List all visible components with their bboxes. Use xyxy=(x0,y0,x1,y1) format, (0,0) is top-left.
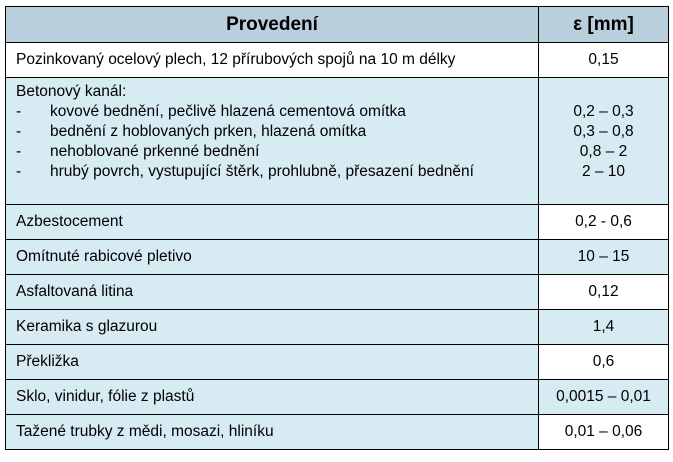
roughness-table xyxy=(5,6,669,450)
row-description: Omítnuté rabicové pletivo xyxy=(6,240,539,275)
table-row xyxy=(6,345,669,380)
row-value: 0,6 xyxy=(539,345,669,380)
header-description: Provedení xyxy=(6,7,539,43)
row-description: Azbestocement xyxy=(6,205,539,240)
table-row xyxy=(6,415,669,450)
row-value xyxy=(539,78,669,205)
subitem-value: 0,8 – 2 xyxy=(579,143,628,160)
row-description: Pozinkovaný ocelový plech, 12 přírubových spojů na 10 m délky xyxy=(6,43,539,78)
header-epsilon: ε [mm] xyxy=(539,7,669,43)
table-row-concrete xyxy=(6,78,669,205)
table-row xyxy=(6,240,669,275)
row-value: 0,15 xyxy=(539,43,669,78)
row-value: 0,0015 – 0,01 xyxy=(539,380,669,415)
subitem-text: bednění z hoblovaných prken, hlazená omítka xyxy=(50,123,367,140)
table-row xyxy=(6,275,669,310)
subitem-bullet: - xyxy=(16,123,22,140)
subitem-bullet: - xyxy=(16,163,22,180)
row-description xyxy=(6,78,539,205)
roughness-table-container xyxy=(5,6,669,450)
subitem-value: 2 – 10 xyxy=(581,163,626,180)
row-description: Sklo, vinidur, fólie z plastů xyxy=(6,380,539,415)
row-description: Keramika s glazurou xyxy=(6,310,539,345)
row-description: Překližka xyxy=(6,345,539,380)
subitem-bullet: - xyxy=(16,103,22,120)
subitem-text: nehoblované prkenné bednění xyxy=(50,143,260,160)
subitem-text: kovové bednění, pečlivě hlazená cementová omítka xyxy=(50,103,406,120)
subitem xyxy=(16,122,538,142)
row-description: Asfaltovaná litina xyxy=(6,275,539,310)
subitem-value: 0,2 – 0,3 xyxy=(573,103,634,120)
subitem xyxy=(16,142,538,162)
table-row xyxy=(6,380,669,415)
concrete-heading: Betonový kanál: xyxy=(16,83,127,100)
subitem-value: 0,3 – 0,8 xyxy=(573,123,634,140)
table-header-row xyxy=(6,7,669,43)
table-row xyxy=(6,205,669,240)
table-row xyxy=(6,310,669,345)
row-value: 0,12 xyxy=(539,275,669,310)
subitem xyxy=(16,162,538,182)
subitem xyxy=(16,102,538,122)
row-description: Tažené trubky z mědi, mosazi, hliníku xyxy=(6,415,539,450)
subitem-text: hrubý povrch, vystupující štěrk, prohlubně, přesazení bednění xyxy=(50,163,474,180)
row-value: 0,2 - 0,6 xyxy=(539,205,669,240)
row-value: 10 – 15 xyxy=(539,240,669,275)
row-value: 1,4 xyxy=(539,310,669,345)
table-row xyxy=(6,43,669,78)
subitem-bullet: - xyxy=(16,143,22,160)
row-value: 0,01 – 0,06 xyxy=(539,415,669,450)
